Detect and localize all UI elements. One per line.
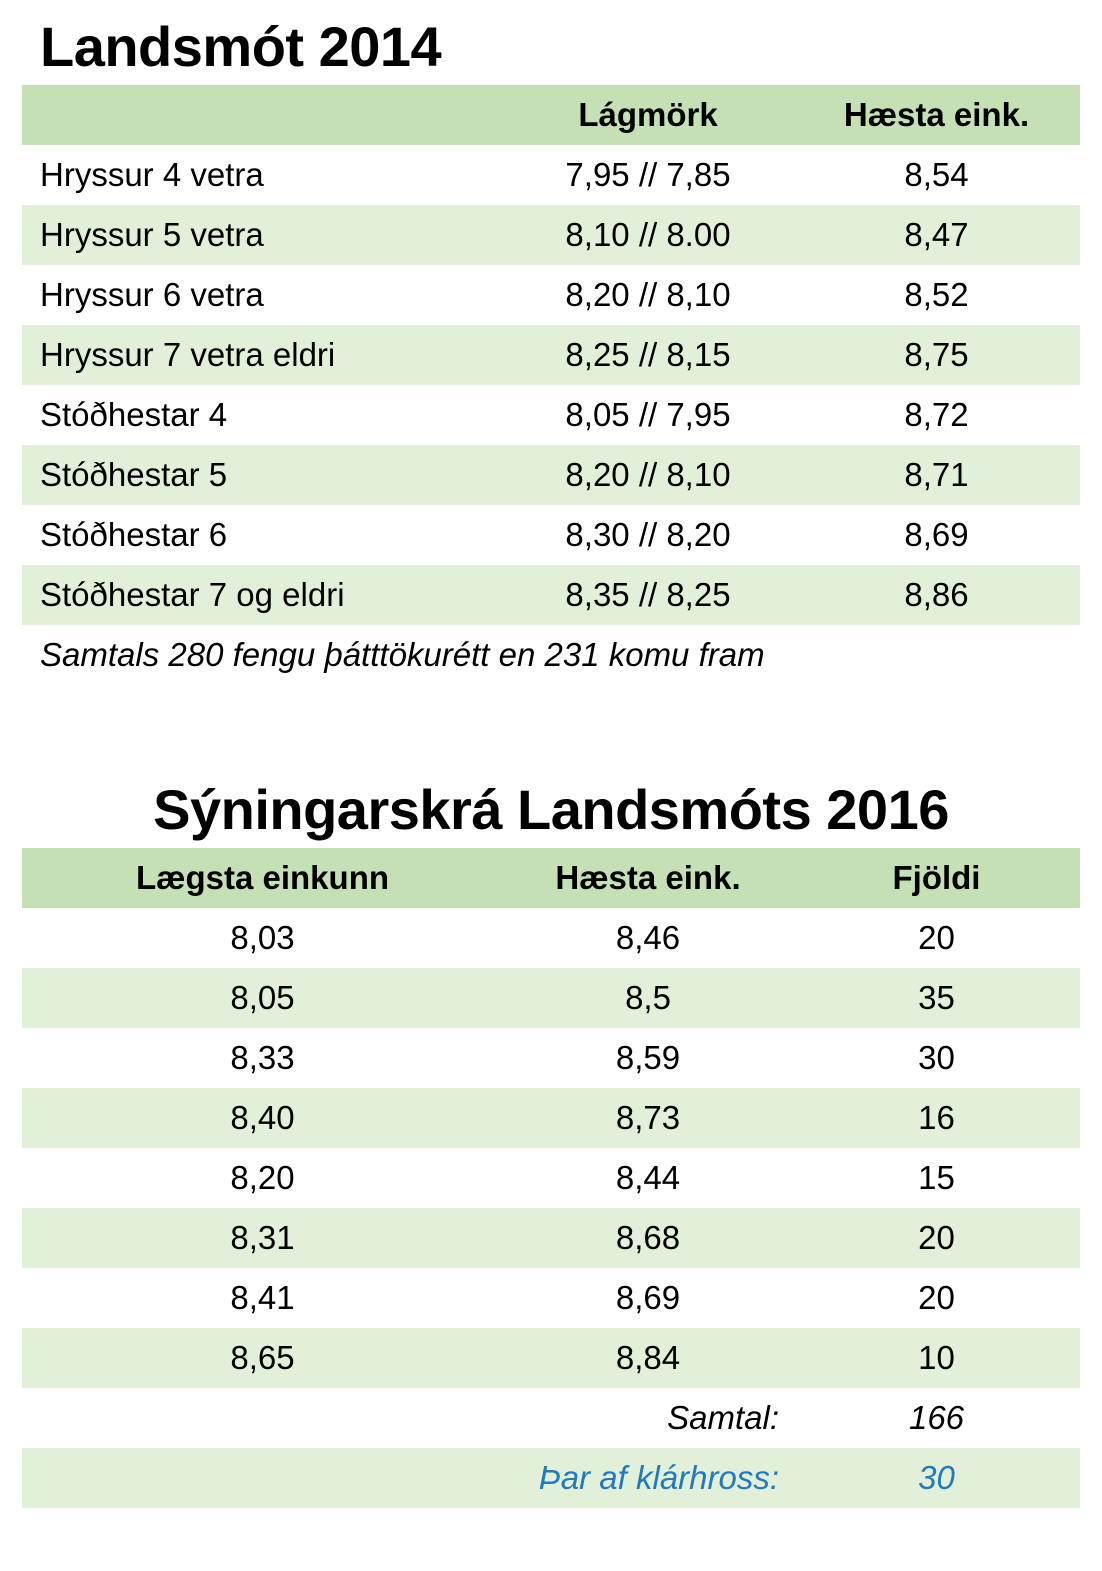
row-label: Hryssur 4 vetra (40, 155, 264, 193)
row-lagmork: 8,25 // 8,15 (565, 335, 731, 373)
row-fjoldi: 20 (918, 1218, 955, 1256)
row-haesta: 8,54 (904, 155, 969, 193)
row-fjoldi: 10 (918, 1338, 955, 1376)
table-landsmot-2014 (22, 85, 1080, 685)
row-haesta: 8,52 (904, 275, 969, 313)
page-title-syningarskra-2016: Sýningarskrá Landsmóts 2016 (153, 777, 949, 841)
row-laegsta: 8,31 (230, 1218, 295, 1256)
table-syningarskra-2016 (22, 848, 1080, 1508)
table-total-row (22, 1388, 1080, 1448)
table-row (22, 265, 1080, 325)
table-footnote-row (22, 625, 1080, 685)
row-lagmork: 8,30 // 8,20 (565, 515, 731, 553)
table-row (22, 385, 1080, 445)
table-row (22, 145, 1080, 205)
table-row (22, 325, 1080, 385)
row-haesta: 8,46 (615, 918, 681, 956)
row-haesta: 8,73 (615, 1098, 681, 1136)
row-haesta: 8,69 (904, 515, 969, 553)
row-fjoldi: 20 (918, 1278, 955, 1316)
column-header-laegsta-einkunn: Lægsta einkunn (22, 848, 503, 908)
subtotal-value: 30 (918, 1458, 955, 1496)
row-laegsta: 8,03 (230, 918, 295, 956)
row-haesta: 8,86 (904, 575, 969, 613)
row-laegsta: 8,05 (230, 978, 295, 1016)
total-spacer (22, 1388, 503, 1448)
table-row (22, 205, 1080, 265)
row-haesta: 8,47 (904, 215, 969, 253)
row-haesta: 8,72 (904, 395, 969, 433)
table-row (22, 1268, 1080, 1328)
row-fjoldi: 15 (918, 1158, 955, 1196)
table-subtotal-row (22, 1448, 1080, 1508)
column-header-lagmork: Lágmörk (503, 85, 793, 145)
row-haesta: 8,44 (615, 1158, 681, 1196)
row-laegsta: 8,40 (230, 1098, 295, 1136)
row-label: Stóðhestar 4 (40, 395, 228, 433)
row-haesta: 8,5 (625, 978, 671, 1016)
row-label: Hryssur 7 vetra eldri (40, 335, 336, 373)
row-lagmork: 8,05 // 7,95 (565, 395, 731, 433)
row-lagmork: 8,10 // 8.00 (565, 215, 731, 253)
row-lagmork: 8,35 // 8,25 (565, 575, 731, 613)
row-laegsta: 8,20 (230, 1158, 295, 1196)
row-lagmork: 8,20 // 8,10 (565, 455, 731, 493)
table-row (22, 1328, 1080, 1388)
table-row (22, 1148, 1080, 1208)
table-header-row (22, 848, 1080, 908)
table-header-row (22, 85, 1080, 145)
row-haesta: 8,69 (615, 1278, 681, 1316)
row-fjoldi: 30 (918, 1038, 955, 1076)
total-value: 166 (908, 1398, 965, 1436)
row-haesta: 8,71 (904, 455, 969, 493)
column-header-haesta-eink: Hæsta eink. (503, 848, 793, 908)
subtotal-spacer (22, 1448, 503, 1508)
table-row (22, 1028, 1080, 1088)
table-row (22, 505, 1080, 565)
table-row (22, 908, 1080, 968)
row-laegsta: 8,41 (230, 1278, 295, 1316)
table-row (22, 968, 1080, 1028)
row-haesta: 8,84 (615, 1338, 681, 1376)
row-laegsta: 8,33 (230, 1038, 295, 1076)
row-label: Stóðhestar 5 (40, 455, 228, 493)
row-haesta: 8,68 (615, 1218, 681, 1256)
row-haesta: 8,75 (904, 335, 969, 373)
row-fjoldi: 20 (918, 918, 955, 956)
section-divider (22, 685, 1080, 763)
subtotal-label: Þar af klárhross: (538, 1458, 779, 1496)
row-fjoldi: 35 (918, 978, 955, 1016)
table-row (22, 445, 1080, 505)
row-haesta: 8,59 (615, 1038, 681, 1076)
table-row (22, 1208, 1080, 1268)
column-header-haesta-eink: Hæsta eink. (793, 85, 1080, 145)
page-title-landsmot-2014: Landsmót 2014 (40, 15, 442, 78)
total-label: Samtal: (667, 1398, 779, 1436)
table-row (22, 565, 1080, 625)
table-row (22, 1088, 1080, 1148)
row-lagmork: 8,20 // 8,10 (565, 275, 731, 313)
row-lagmork: 7,95 // 7,85 (565, 155, 731, 193)
row-label: Hryssur 5 vetra (40, 215, 264, 253)
row-label: Stóðhestar 6 (40, 515, 228, 553)
column-header-blank (22, 85, 503, 145)
row-fjoldi: 16 (918, 1098, 955, 1136)
column-header-fjoldi: Fjöldi (793, 848, 1080, 908)
row-label: Hryssur 6 vetra (40, 275, 264, 313)
footnote-text: Samtals 280 fengu þátttökurétt en 231 komu fram (22, 625, 1080, 685)
row-laegsta: 8,65 (230, 1338, 295, 1376)
row-label: Stóðhestar 7 og eldri (40, 575, 345, 613)
